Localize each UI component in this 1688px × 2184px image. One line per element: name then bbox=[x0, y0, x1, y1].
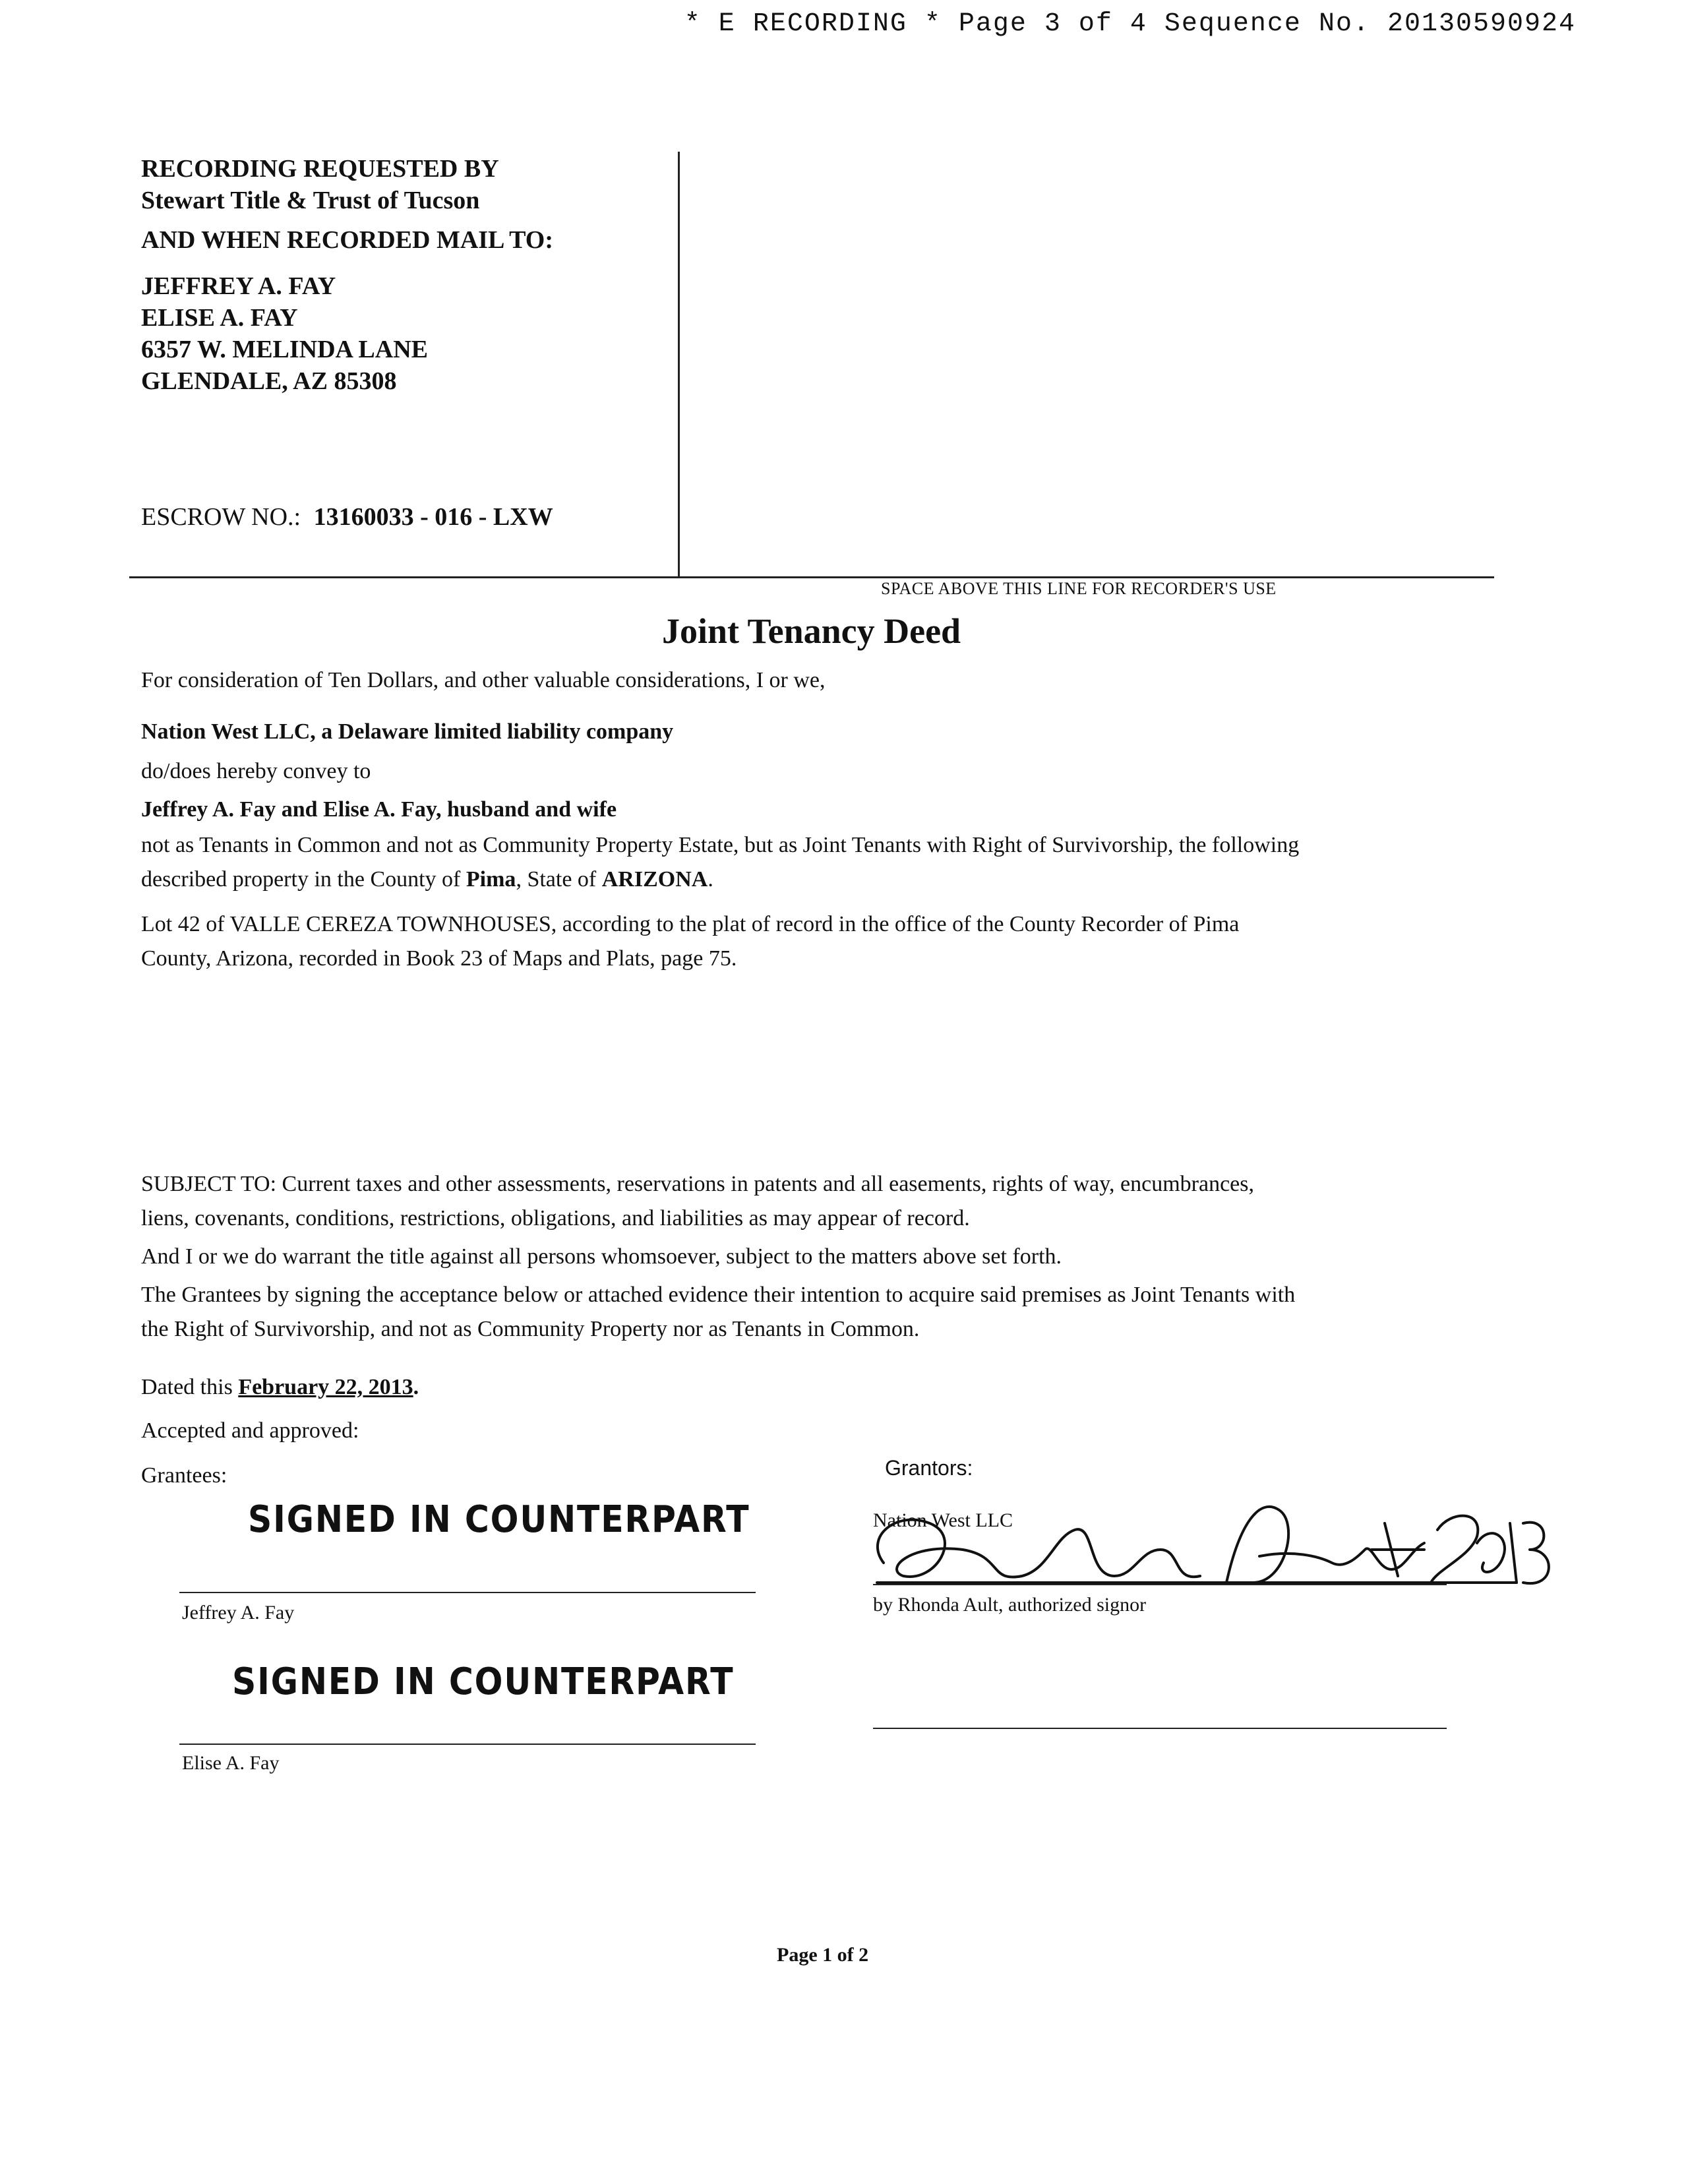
requested-by-label: RECORDING REQUESTED BY bbox=[141, 155, 499, 183]
counterpart-stamp-2: SIGNED IN COUNTERPART bbox=[232, 1660, 735, 1703]
grantors-label: Grantors: bbox=[885, 1456, 973, 1480]
grantor-signor: by Rhonda Ault, authorized signor bbox=[873, 1594, 1147, 1616]
mail-to-label: AND WHEN RECORDED MAIL TO: bbox=[141, 226, 553, 254]
page-footer: Page 1 of 2 bbox=[777, 1944, 869, 1966]
legal-description-line-1: Lot 42 of VALLE CEREZA TOWNHOUSES, according to the plat of record in the office of the County Recorder of Pima bbox=[141, 912, 1240, 936]
escrow-number: 13160033 - 016 - LXW bbox=[313, 503, 553, 531]
dated-value: February 22, 2013 bbox=[238, 1375, 413, 1399]
dated-line bbox=[141, 1370, 419, 1405]
requested-by: Stewart Title & Trust of Tucson bbox=[141, 187, 480, 214]
state: ARIZONA bbox=[601, 867, 708, 892]
grantees-statement-line-1: The Grantees by signing the acceptance below or attached evidence their intention to acquire said premises as Joint Tenants with bbox=[141, 1283, 1296, 1307]
escrow-label: ESCROW NO.: bbox=[141, 503, 301, 531]
county: Pima bbox=[466, 867, 516, 892]
tenancy-county-prefix: described property in the County of bbox=[141, 867, 466, 892]
subject-to-line-1: SUBJECT TO: Current taxes and other assessments, reservations in patents and all easements, rights of way, encumbrances, bbox=[141, 1172, 1254, 1196]
accepted-text: Accepted and approved: bbox=[141, 1418, 359, 1443]
address-line-4: GLENDALE, AZ 85308 bbox=[141, 367, 397, 395]
grantee2-name: Elise A. Fay bbox=[182, 1752, 280, 1774]
counterpart-stamp-1: SIGNED IN COUNTERPART bbox=[248, 1498, 750, 1541]
grantees-statement-line-2: the Right of Survivorship, and not as Community Property nor as Tenants in Common. bbox=[141, 1317, 920, 1341]
dated-label: Dated this bbox=[141, 1375, 239, 1399]
address-line-1: JEFFREY A. FAY bbox=[141, 272, 336, 300]
tenancy-state-prefix: , State of bbox=[516, 867, 602, 892]
tenancy-line-1: not as Tenants in Common and not as Community Property Estate, but as Joint Tenants with Right of Survivorship, the following bbox=[141, 833, 1300, 857]
address-line-3: 6357 W. MELINDA LANE bbox=[141, 336, 428, 363]
subject-to-line-2: liens, covenants, conditions, restrictions, obligations, and liabilities as may appear of record. bbox=[141, 1206, 970, 1230]
grantor-entity: Nation West LLC bbox=[873, 1509, 1013, 1531]
grantor-signature-line bbox=[873, 1584, 1447, 1585]
grantees-names: Jeffrey A. Fay and Elise A. Fay, husband and wife bbox=[141, 797, 617, 822]
document-title: Joint Tenancy Deed bbox=[662, 611, 961, 651]
dated-end: . bbox=[413, 1375, 419, 1399]
recorder-box-divider bbox=[678, 152, 680, 578]
address-line-2: ELISE A. FAY bbox=[141, 304, 298, 332]
convey-text: do/does hereby convey to bbox=[141, 759, 371, 783]
recorder-use-label: SPACE ABOVE THIS LINE FOR RECORDER'S USE bbox=[881, 579, 1277, 598]
grantor-second-signature-line bbox=[873, 1728, 1447, 1729]
grantee2-signature-line bbox=[179, 1744, 756, 1745]
grantees-label: Grantees: bbox=[141, 1463, 227, 1488]
escrow-line bbox=[141, 501, 553, 533]
grantee1-signature-line bbox=[179, 1592, 756, 1593]
recorder-space-line bbox=[129, 576, 1494, 578]
consideration-text: For consideration of Ten Dollars, and other valuable considerations, I or we, bbox=[141, 668, 826, 692]
tenancy-end: . bbox=[708, 867, 713, 892]
recording-header: * E RECORDING * Page 3 of 4 Sequence No. 20130590924 bbox=[684, 9, 1576, 39]
legal-description-line-2: County, Arizona, recorded in Book 23 of Maps and Plats, page 75. bbox=[141, 946, 737, 971]
grantee1-name: Jeffrey A. Fay bbox=[182, 1602, 295, 1623]
tenancy-line-2 bbox=[141, 863, 713, 897]
warrant-text: And I or we do warrant the title against all persons whomsoever, subject to the matters above set forth. bbox=[141, 1244, 1062, 1269]
grantor-name: Nation West LLC, a Delaware limited liability company bbox=[141, 719, 674, 744]
